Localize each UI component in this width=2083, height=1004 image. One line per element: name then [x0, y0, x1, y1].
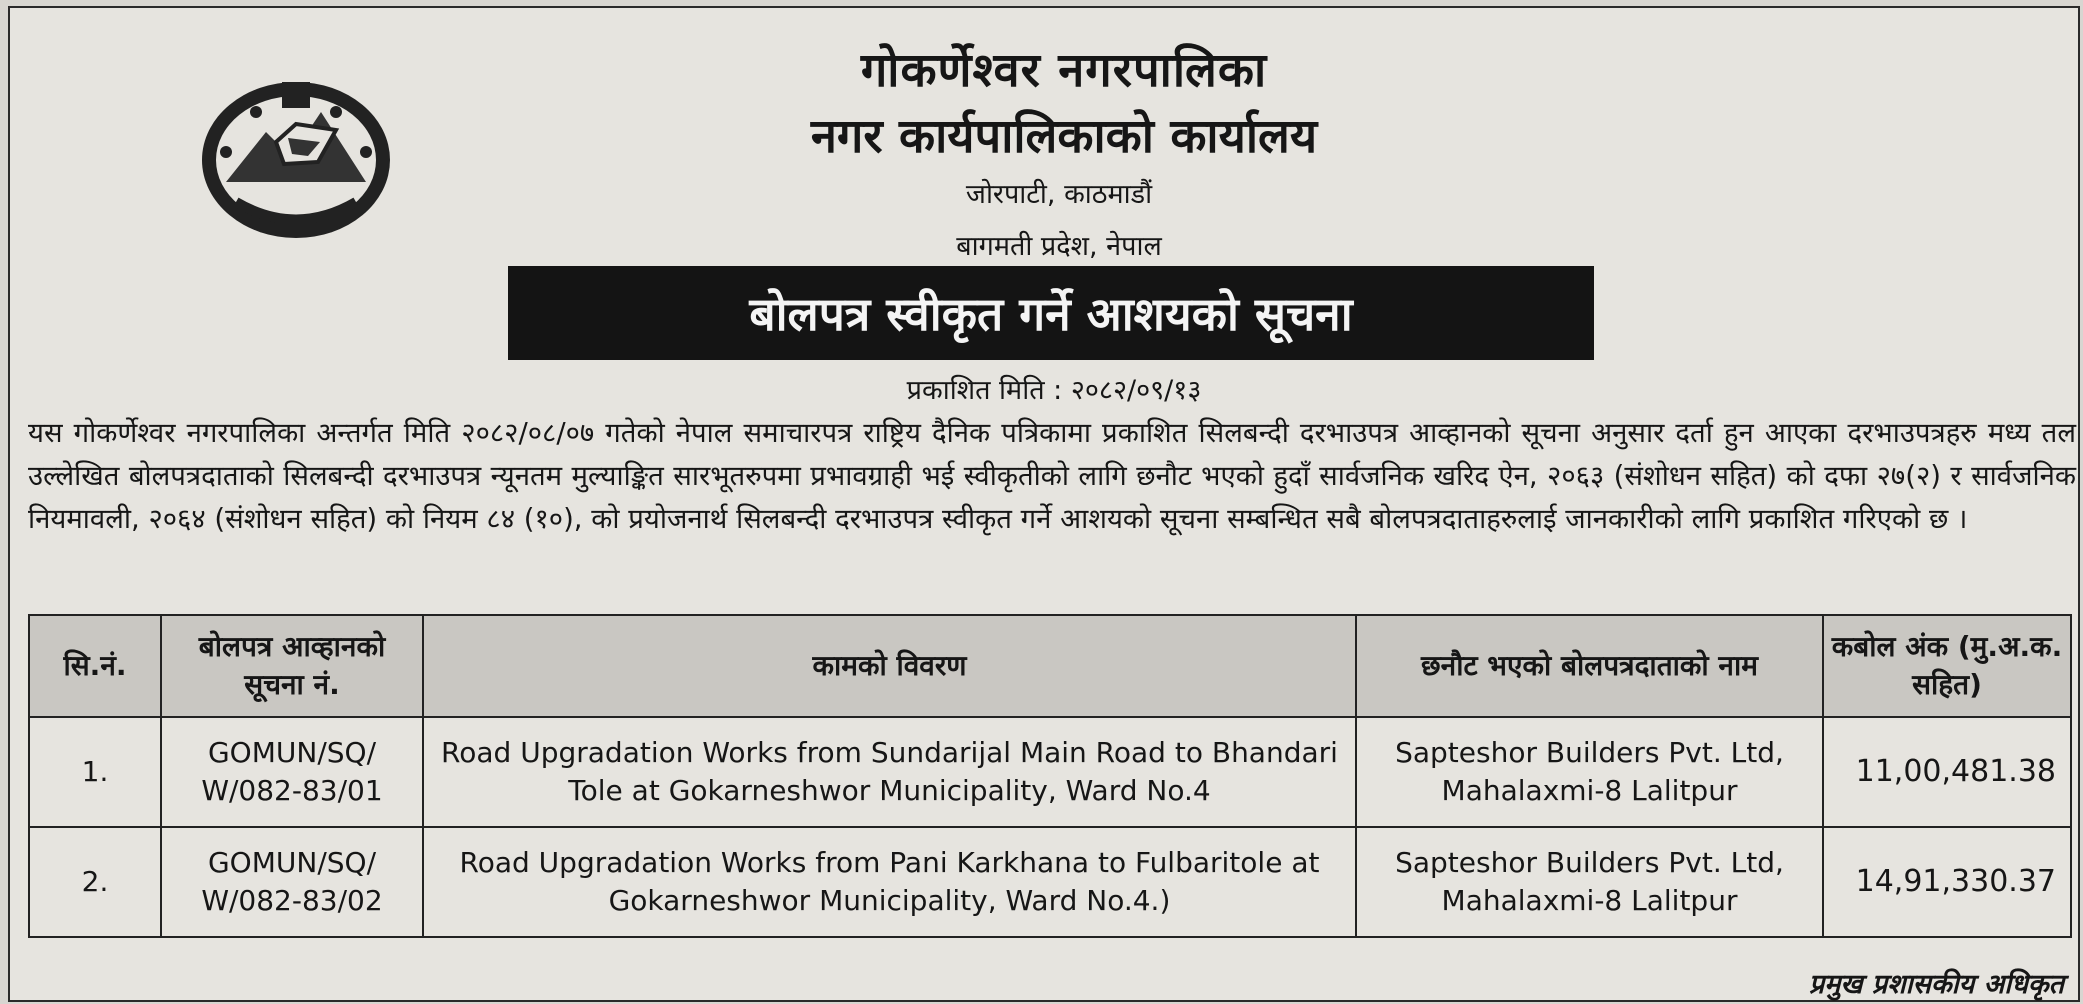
- header-notice-no: बोलपत्र आव्हानको सूचना नं.: [161, 615, 423, 717]
- notice-title: बोलपत्र स्वीकृत गर्ने आशयको सूचना: [749, 287, 1353, 341]
- row-amount: 11,00,481.38: [1823, 717, 2071, 827]
- notice-sheet: [8, 6, 2080, 1002]
- header-bidder: छनौट भएको बोलपत्रदाताको नाम: [1356, 615, 1823, 717]
- row-work: Road Upgradation Works from Pani Karkhana to Fulbaritole at Gokarneshwor Municipality, Ward No.4.): [423, 827, 1356, 937]
- table-row: [29, 717, 2071, 827]
- municipality-name: गोकर्णेश्वर नगरपालिका: [860, 43, 1268, 98]
- header-amount: कबोल अंक (मु.अ.क. सहित): [1823, 615, 2071, 717]
- bid-acceptance-table: [28, 614, 2072, 938]
- table-row: [29, 827, 2071, 937]
- header-work: कामको विवरण: [423, 615, 1356, 717]
- row-sn: 2.: [29, 827, 161, 937]
- row-work: Road Upgradation Works from Sundarijal Main Road to Bhandari Tole at Gokarneshwor Municipality, Ward No.4: [423, 717, 1356, 827]
- notice-title-banner: [508, 266, 1594, 360]
- address-province: बागमती प्रदेश, नेपाल: [956, 231, 1162, 262]
- row-bidder: Sapteshor Builders Pvt. Ltd, Mahalaxmi-8 Lalitpur: [1356, 717, 1823, 827]
- published-date: प्रकाशित मिति : २०८२/०९/१३: [906, 375, 1202, 406]
- row-amount: 14,91,330.37: [1823, 827, 2071, 937]
- notice-body: यस गोकर्णेश्वर नगरपालिका अन्तर्गत मिति २०८२/०८/०७ गतेको नेपाल समाचारपत्र राष्ट्रिय दैनिक पत्रिकामा प्रकाशित सिलबन्दी दरभाउपत्र आव्हानको सूचना अनुसार दर्ता हुन आएका दरभाउपत्रहरु मध्य तल उल्लेखित बोलपत्रदाताको सिलबन्दी दरभाउपत्र न्यूनतम मुल्याङ्कित सारभूतरुपमा प्रभावग्राही भई स्वीकृतीको लागि छनौट भएको हुदाँ सार्वजनिक खरिद ऐन, २०६३ (संशोधन सहित) को दफा २७(२) र सार्वजनिक नियमावली, २०६४ (संशोधन सहित) को नियम ८४ (१०), को प्रयोजनार्थ सिलबन्दी दरभाउपत्र स्वीकृत गर्ने आशयको सूचना सम्बन्धित सबै बोलपत्रदाताहरुलाई जानकारीको लागि प्रकाशित गरिएको छ ।: [28, 417, 2076, 535]
- address-city: जोरपाटी, काठमाडौं: [965, 179, 1153, 210]
- row-sn: 1.: [29, 717, 161, 827]
- row-bidder: Sapteshor Builders Pvt. Ltd, Mahalaxmi-8 Lalitpur: [1356, 827, 1823, 937]
- row-notice-no: GOMUN/SQ/ W/082-83/01: [161, 717, 423, 827]
- row-notice-no: GOMUN/SQ/ W/082-83/02: [161, 827, 423, 937]
- header-sn: सि.नं.: [29, 615, 161, 717]
- office-name: नगर कार्यपालिकाको कार्यालय: [810, 109, 1318, 164]
- signatory-title: प्रमुख प्रशासकीय अधिकृत: [1808, 969, 2064, 1000]
